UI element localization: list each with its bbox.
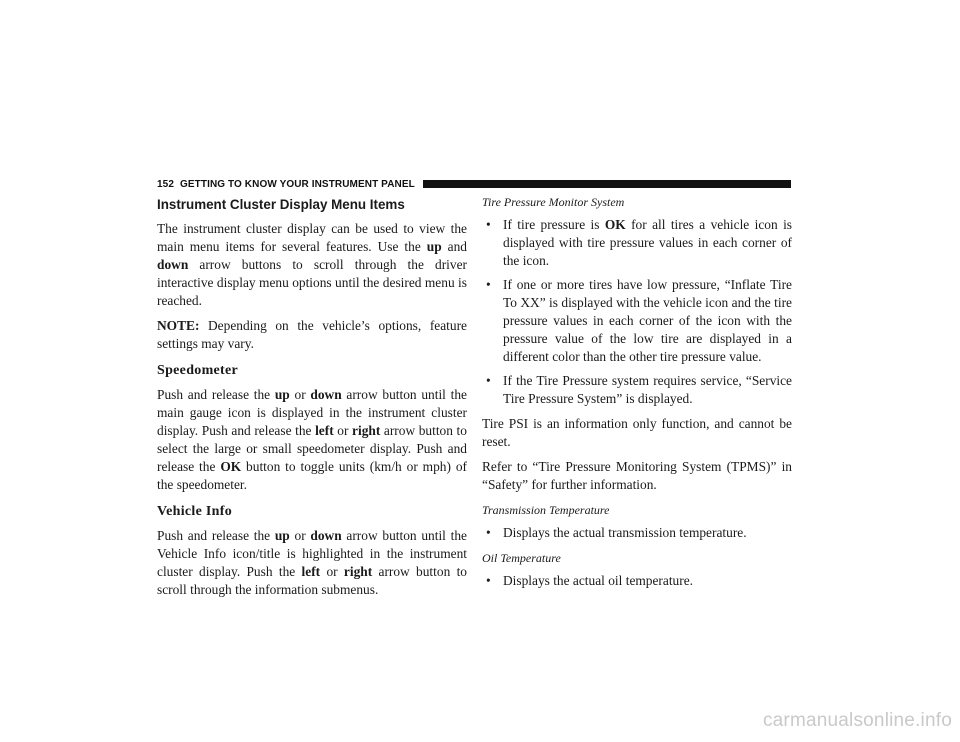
list-item: • If one or more tires have low pressure, “Inflate Tire To XX” is displayed with the vehicle icon and the tire pressure values in each corner of the icon with the pressure value of the low tire are displayed in a different color than the other tire pressure value. <box>482 276 792 366</box>
intro-paragraph: The instrument cluster display can be used to view the main menu items for several features. Use the up and down arrow buttons to scroll through the driver interactive display menu options until the desired menu is reached. <box>157 221 467 308</box>
vehicle-info-heading: Vehicle Info <box>157 504 233 519</box>
tpms-heading: Tire Pressure Monitor System <box>482 195 625 209</box>
page-header <box>157 178 791 190</box>
tpms-list <box>482 216 792 408</box>
section-title: Instrument Cluster Display Menu Items <box>157 197 405 212</box>
right-column <box>482 192 792 597</box>
note-label: NOTE: <box>157 318 200 333</box>
list-item: • If the Tire Pressure system requires service, “Service Tire Pressure System” is displayed. <box>482 372 792 408</box>
tire-psi-paragraph: Tire PSI is an information only function, and cannot be reset. <box>482 416 792 449</box>
header-rule <box>423 180 791 188</box>
page-number: 152 <box>157 178 174 190</box>
list-item: • If tire pressure is OK for all tires a vehicle icon is displayed with tire pressure values in each corner of the icon. <box>482 216 792 270</box>
transmission-list <box>482 524 792 542</box>
oil-list <box>482 572 792 590</box>
speedometer-paragraph: Push and release the up or down arrow button until the main gauge icon is displayed in the instrument cluster display. Push and release the left or right arrow button to select the large or small speedometer display. Push and release the OK button to toggle units (km/h or mph) of the speedometer. <box>157 387 467 492</box>
watermark: carmanualsonline.info <box>762 710 952 731</box>
list-item: • Displays the actual transmission temperature. <box>482 524 792 542</box>
left-column <box>157 192 467 606</box>
oil-heading: Oil Temperature <box>482 551 561 565</box>
vehicle-info-paragraph: Push and release the up or down arrow button until the Vehicle Info icon/title is highlighted in the instrument cluster display. Push the left or right arrow button to scroll through the information submenus. <box>157 528 467 597</box>
note-paragraph: NOTE: Depending on the vehicle’s options, feature settings may vary. <box>157 318 467 351</box>
tpms-reference-paragraph: Refer to “Tire Pressure Monitoring System (TPMS)” in “Safety” for further information. <box>482 459 792 492</box>
transmission-heading: Transmission Temperature <box>482 503 610 517</box>
chapter-title: GETTING TO KNOW YOUR INSTRUMENT PANEL <box>180 178 415 190</box>
speedometer-heading: Speedometer <box>157 363 239 378</box>
list-item: • Displays the actual oil temperature. <box>482 572 792 590</box>
